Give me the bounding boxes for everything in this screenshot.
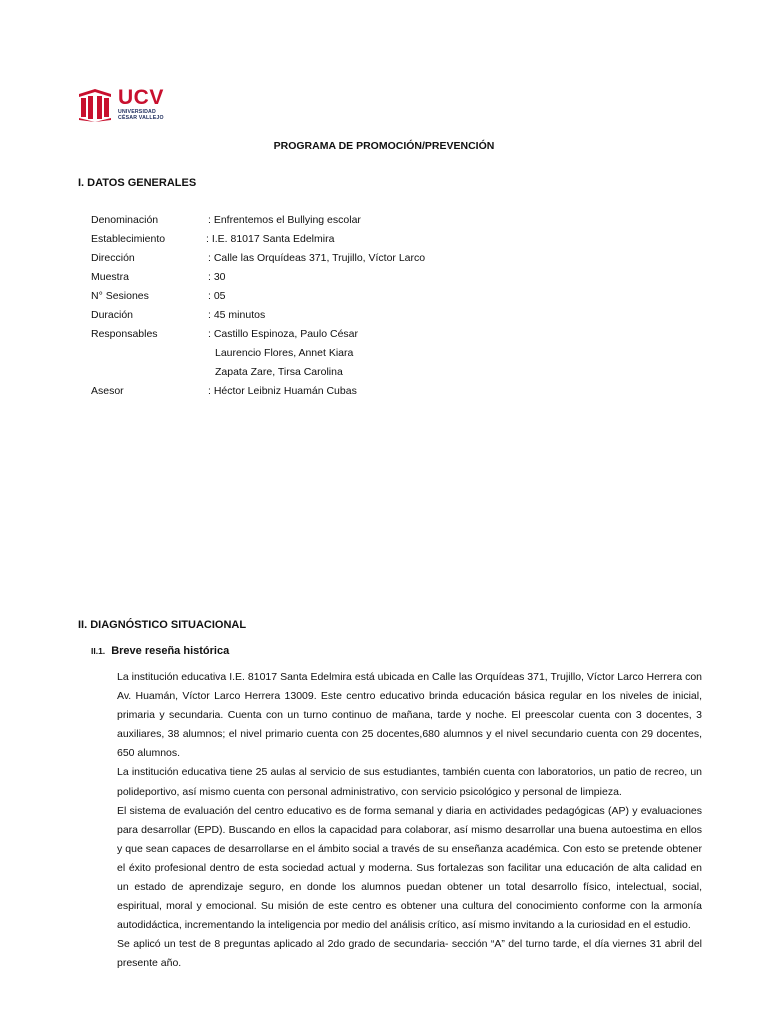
info-label: Denominación: [91, 214, 159, 226]
info-label: N° Sesiones: [91, 290, 149, 302]
info-value: : Héctor Leibniz Huamán Cubas: [208, 385, 357, 397]
document-title: PROGRAMA DE PROMOCIÓN/PREVENCIÓN: [273, 140, 495, 152]
paragraph: La institución educativa tiene 25 aulas al servicio de sus estudiantes, también cuenta con laboratorios, un patio de recreo, un polideportivo, así mismo cuenta con personal administrativo, con servicio psicológico y personal de limpieza.: [117, 766, 702, 798]
paragraph: El sistema de evaluación del centro educativo es de forma semanal y diaria en actividades pedagógicas (AP) y evaluaciones para desarrollar (EPD). Buscando en ellos la capacidad para colaborar, así mismo desarrollar una buena autoestima en ellos y que sean capaces de desarrollarse en el ámbito social a través de su enseñanza académica. Con esto se pretende obtener el éxito profesional dentro de esta sociedad actual y moderna. Sus fortalezas son facilitar una educación de alta calidad en un estado de aprendizaje seguro, en donde los alumnos puedan obtener un total desarrollo físico, intelectual, social, espiritual, moral y emocional. Su misión de este centro es obtener una cultura del conocimiento conforme con la armonía autodidáctica, incrementando la inteligencia por medio del análisis crítico, así mismo invitando a la curiosidad en el estudio.: [117, 804, 702, 932]
logo-subtitle: [118, 109, 164, 121]
section-heading-diagnostico: II. DIAGNÓSTICO SITUACIONAL: [78, 619, 247, 631]
paragraph: La institución educativa I.E. 81017 Santa Edelmira está ubicada en Calle las Orquídeas 371, Trujillo, Víctor Larco Herrera con Av. Huamán, Víctor Larco Herrera 13009. Este centro educativo brinda educación básica regular en los niveles de inicial, primaria y secundaria. Cuenta con un turno continuo de mañana, tarde y noche. El preescolar cuenta con 3 docentes, 3 auxiliares, 38 alumnos; el nivel primario cuenta con 25 docentes,680 alumnos y el nivel secundario cuenta con 29 docentes, 650 alumnos.: [117, 671, 702, 760]
info-label: Dirección: [91, 252, 135, 264]
info-value: : Enfrentemos el Bullying escolar: [208, 214, 361, 226]
info-value: : Castillo Espinoza, Paulo César: [208, 328, 358, 340]
info-value: : Calle las Orquídeas 371, Trujillo, Víctor Larco: [208, 252, 426, 264]
info-value: : 30: [208, 271, 226, 283]
responsable-name: Zapata Zare, Tirsa Carolina: [215, 366, 343, 378]
responsable-name: Laurencio Flores, Annet Kiara: [215, 347, 354, 359]
subsection-heading: [91, 645, 229, 657]
info-value: : 05: [208, 290, 226, 302]
info-label: Muestra: [91, 271, 129, 283]
info-label: Duración: [91, 309, 134, 321]
info-label: Asesor: [91, 385, 124, 397]
body-text: [117, 668, 702, 974]
section-heading-datos-generales: I. DATOS GENERALES: [78, 177, 197, 189]
info-label: Responsables: [91, 328, 158, 340]
subsection-number: II.1.: [91, 646, 106, 656]
logo-subtitle-line1: UNIVERSIDAD: [118, 109, 156, 115]
ucv-emblem-icon: [78, 88, 112, 122]
info-value: : 45 minutos: [208, 309, 266, 321]
ucv-logo: [78, 88, 170, 124]
logo-wordmark: UCV: [118, 86, 164, 109]
subsection-title: Breve reseña histórica: [111, 645, 230, 657]
logo-subtitle-line2: CÉSAR VALLEJO: [118, 115, 164, 121]
info-value: : I.E. 81017 Santa Edelmira: [206, 233, 335, 245]
info-label: Establecimiento: [91, 233, 166, 245]
paragraph: Se aplicó un test de 8 preguntas aplicado al 2do grado de secundaria- sección “A” del turno tarde, el día viernes 31 abril del presente año.: [117, 938, 702, 970]
